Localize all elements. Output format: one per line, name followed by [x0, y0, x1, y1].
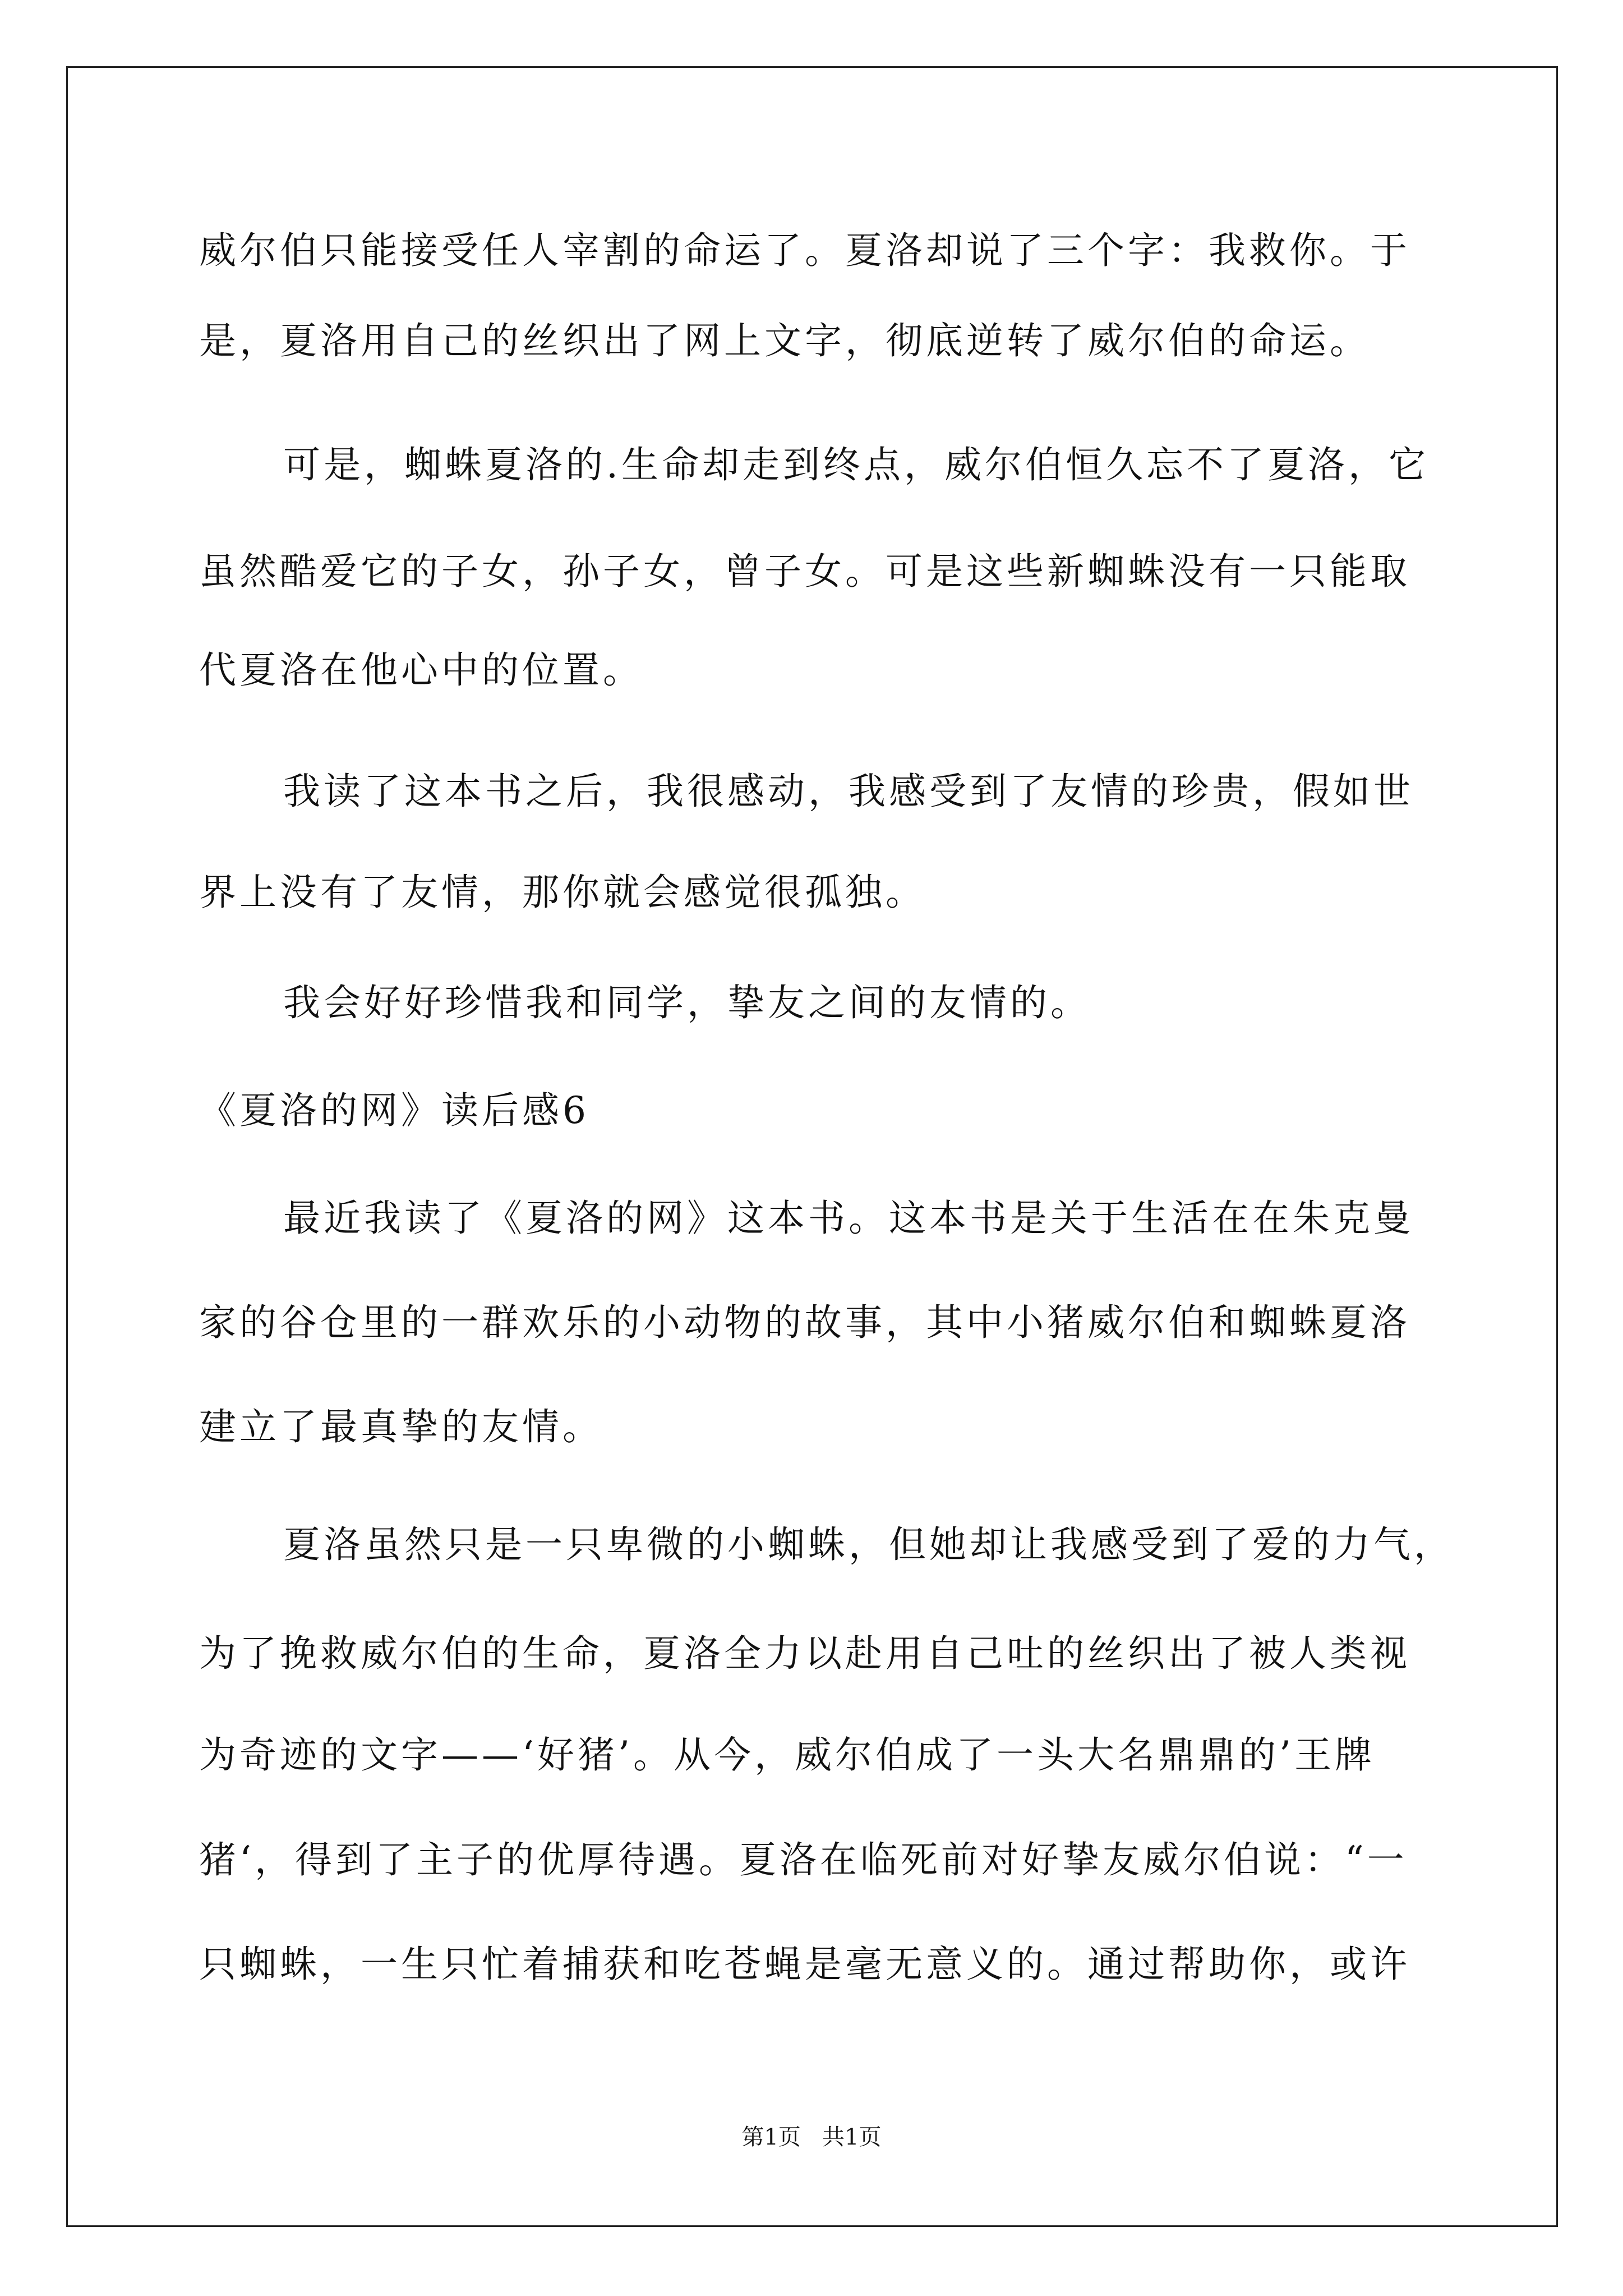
text-line: 为了挽救威尔伯的生命，夏洛全力以赴用自己吐的丝织出了被人类视	[199, 1632, 1410, 1675]
page-footer: 第1页 共1页	[741, 2124, 882, 2150]
text-line: 只蜘蛛，一生只忙着捕获和吃苍蝇是毫无意义的。通过帮助你，或许	[199, 1943, 1410, 1986]
text-line: 是，夏洛用自己的丝织出了网上文字，彻底逆转了威尔伯的命运。	[199, 319, 1370, 362]
paragraph-line: 我读了这本书之后，我很感动，我感受到了友情的珍贵，假如世	[283, 770, 1414, 813]
text-line: 威尔伯只能接受任人宰割的命运了。夏洛却说了三个字：我救你。于	[199, 229, 1410, 272]
paragraph-line: 可是，蜘蛛夏洛的.生命却走到终点，威尔伯恒久忘不了夏洛，它	[283, 443, 1429, 486]
section-heading: 《夏洛的网》读后感6	[199, 1089, 589, 1132]
paragraph-line: 夏洛虽然只是一只卑微的小蜘蛛，但她却让我感受到了爱的力气，	[283, 1523, 1454, 1566]
text-line: 界上没有了友情，那你就会感觉很孤独。	[199, 871, 926, 914]
text-line: 虽然酷爱它的子女，孙子女，曾子女。可是这些新蜘蛛没有一只能取	[199, 550, 1410, 593]
paragraph-line: 我会好好珍惜我和同学，挚友之间的友情的。	[283, 981, 1091, 1024]
text-line: 建立了最真挚的友情。	[199, 1405, 603, 1448]
text-line: 猪‘，得到了主子的优厚待遇。夏洛在临死前对好挚友威尔伯说：“一	[199, 1838, 1408, 1881]
paragraph-line: 最近我读了《夏洛的网》这本书。这本书是关于生活在在朱克曼	[283, 1197, 1414, 1240]
page-border	[66, 66, 1558, 2227]
text-line: 为奇迹的文字——‘好猪’。从今，威尔伯成了一头大名鼎鼎的’王牌	[199, 1733, 1375, 1777]
text-line: 代夏洛在他心中的位置。	[199, 648, 643, 692]
text-line: 家的谷仓里的一群欢乐的小动物的故事，其中小猪威尔伯和蜘蛛夏洛	[199, 1301, 1410, 1344]
